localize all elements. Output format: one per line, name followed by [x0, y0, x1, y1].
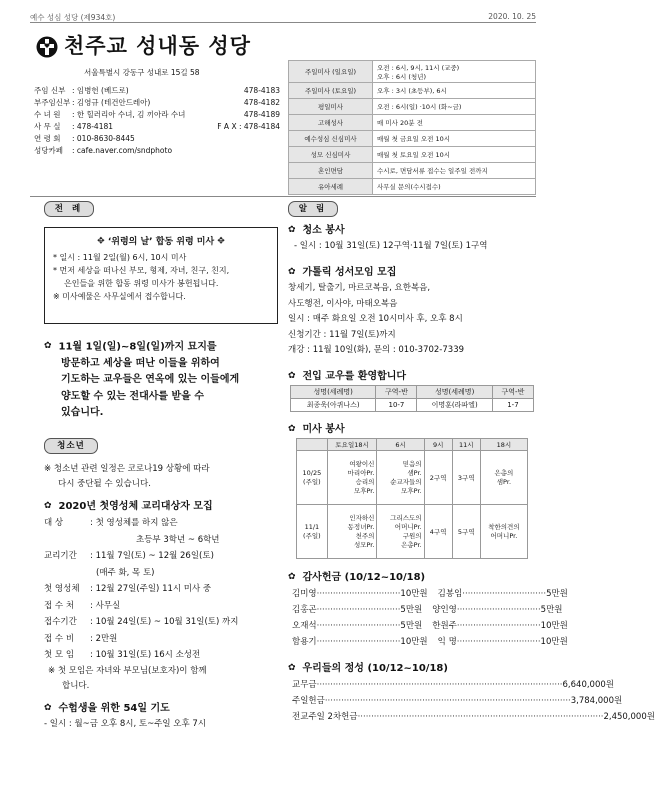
- donation-amount: 10만원: [540, 620, 568, 631]
- catechism-note: 합니다.: [62, 680, 90, 691]
- youth-note: 다시 중단될 수 있습니다.: [58, 479, 151, 489]
- mass-time: 오후 : 3시 (초등부), 6시: [373, 83, 536, 99]
- offering-entry: [292, 634, 428, 650]
- mass-time: 오전 : 6시, 9시, 11시 (교중) 오후 : 6시 (청년): [373, 61, 536, 83]
- flower-bullet-icon: ✿: [288, 423, 296, 434]
- divider: [30, 22, 536, 23]
- donor-name: 김미영: [292, 588, 317, 599]
- staff-label: 주임 신부: [34, 86, 66, 95]
- mass-time: 매월 첫 금요일 오전 10시: [373, 131, 536, 147]
- offering-entry: [292, 586, 428, 602]
- notice-line: * 일시 : 11월 2일(월) 6시, 10시 미사: [53, 253, 187, 262]
- section-tab-news: 알 림: [288, 201, 338, 217]
- notice-line: ※ 미사예물은 사무실에서 접수합니다.: [53, 292, 186, 301]
- catechism-details: [44, 515, 278, 664]
- notice-line: 은인들을 위한 합동 위령 미사가 봉헌됩니다.: [64, 279, 219, 288]
- table-cell: 11/1 (주일): [297, 504, 328, 558]
- table-cell: 믿음의 샘Pr. 순교자들의 모후Pr.: [377, 450, 424, 504]
- notice-title: ✥ ‘위령의 날’ 합동 위령 미사 ✥: [97, 236, 225, 247]
- donation-amount: 10만원: [400, 588, 428, 599]
- table-header: 6시: [377, 438, 424, 450]
- mass-time: 매월 첫 토요일 오전 10시: [373, 147, 536, 163]
- catechism-row: [44, 532, 278, 549]
- devotion-entry: [292, 709, 655, 725]
- staff-list: [34, 85, 280, 157]
- staff-row: [34, 85, 280, 97]
- table-cell: 2구역: [424, 450, 452, 504]
- mass-service-table: [296, 438, 528, 559]
- section-tab-youth: 청소년: [44, 438, 98, 454]
- dot-leader: ·······························: [456, 636, 541, 647]
- devotion-name: 교무금: [292, 679, 317, 690]
- staff-value: : cafe.naver.com/sndphoto: [72, 146, 173, 155]
- mass-type: 유아세례: [289, 179, 373, 195]
- notice-line: * 먼저 세상을 떠나신 부모, 형제, 자녀, 친구, 친지,: [53, 266, 230, 275]
- flower-bullet-icon: ✿: [44, 702, 52, 713]
- mass-schedule-table: [288, 60, 536, 195]
- offering-title: ✿ 감사헌금 (10/12~10/18): [288, 571, 426, 583]
- devotion-entry: [292, 693, 623, 709]
- catechism-row: [44, 548, 278, 565]
- flower-bullet-icon: ✿: [288, 267, 296, 277]
- staff-row: [34, 121, 280, 133]
- table-cell: 10-7: [376, 398, 417, 411]
- dot-leader: ·······························: [316, 604, 401, 615]
- dot-leader: ·······························: [462, 588, 547, 599]
- divider: [30, 196, 536, 197]
- staff-label: 수 녀 원: [34, 110, 61, 119]
- bulletin-date: 2020. 10. 25: [488, 12, 536, 21]
- mass-type: 평일미사: [289, 99, 373, 115]
- dot-leader: ·······························: [456, 620, 541, 631]
- bible-group-title: ✿ 가톨릭 성서모임 모집: [288, 267, 397, 278]
- bible-group-line: 개강 : 11월 10일(화), 문의 : 010-3702-7339: [288, 345, 465, 355]
- catechism-row: [44, 581, 278, 598]
- catechism-row: [44, 565, 278, 582]
- donor-name: 한원주: [432, 620, 457, 631]
- flower-bullet-icon: ✿: [288, 662, 296, 673]
- dot-leader: ·······························: [316, 620, 401, 631]
- mass-type: 주일미사 (토요일): [289, 83, 373, 99]
- donor-name: 양인영: [432, 604, 457, 615]
- table-row: [289, 61, 536, 83]
- catechism-label: 첫 영성체: [44, 584, 80, 594]
- catechism-row: [44, 631, 278, 648]
- youth-note: ※ 청소년 관련 일정은 코로나19 상황에 따라: [44, 464, 210, 474]
- table-cell: 은총의 샘Pr.: [480, 450, 527, 504]
- cleaning-title: ✿ 청소 봉사: [288, 225, 345, 236]
- bible-group-line: 사도행전, 이사야, 마태오복음: [288, 298, 398, 309]
- staff-phone: 478-4189: [243, 110, 280, 119]
- offering-list: [288, 586, 568, 650]
- dot-leader: ·······························: [456, 604, 541, 615]
- table-cell: 여왕이신 마리아Pr. 승리의 모후Pr.: [327, 450, 377, 504]
- section-tab-liturgy: 전 례: [44, 201, 94, 217]
- catechism-row: [44, 598, 278, 615]
- staff-label: 부주임신부: [34, 98, 71, 107]
- table-row: [289, 131, 536, 147]
- catechism-value: : 첫 영성체를 하지 않은: [90, 518, 178, 528]
- devotion-amount: 6,640,000원: [562, 679, 614, 690]
- bible-group-line: 창세기, 탈출기, 마르코복음, 요한복음,: [288, 283, 431, 293]
- donor-name: 김홍곤: [292, 604, 317, 615]
- catechism-note: ※ 첫 모임은 자녀와 부모님(보호자)이 함께: [48, 665, 207, 676]
- staff-value: : 임병헌 (베드로): [72, 86, 129, 95]
- staff-row: [34, 109, 280, 121]
- indulgence-notice: ✿ 11월 1일(일)~8일(일)까지 묘지를 방문하고 세상을 떠난 이들을 위하여 기도하는 교우들은 연옥에 있는 이들에게 양도할 수 있는 전대사를 받을 수 있습니다.: [44, 341, 240, 419]
- table-cell: 10/25 (주일): [297, 450, 328, 504]
- dot-leader: ···························································································: [316, 679, 563, 690]
- bulletin-number: 예수 성심 성당 (제934호): [30, 13, 116, 22]
- donation-amount: 5만원: [546, 588, 568, 599]
- table-header: 성명(세례명): [417, 385, 492, 398]
- mass-type: 고해성사: [289, 115, 373, 131]
- table-cell: 3구역: [452, 450, 480, 504]
- mass-type: 성모 신심미사: [289, 147, 373, 163]
- table-header-row: [297, 438, 528, 450]
- catechism-label: 첫 모 임: [44, 650, 75, 660]
- offering-entry: [292, 618, 422, 634]
- staff-label: 사 무 실: [34, 122, 61, 131]
- table-cell: 1-7: [492, 398, 533, 411]
- table-cell: 최종욱(아퀴나스): [291, 398, 376, 411]
- offering-entry: [432, 602, 562, 618]
- staff-value: : 김영규 (테건안드레아): [72, 98, 151, 107]
- mass-time: 오전 : 6시(일) ·10시 (화~금): [373, 99, 536, 115]
- catechism-label: 접수기간: [44, 617, 77, 627]
- mass-type: 예수성심 신심미사: [289, 131, 373, 147]
- flower-bullet-icon: ✿: [288, 225, 296, 235]
- mass-time: 매 미사 20분 전: [373, 115, 536, 131]
- offering-entry: [438, 586, 568, 602]
- catechism-value: : 11월 7일(토) ~ 12월 26일(토): [90, 551, 214, 561]
- catechism-label: 대 상: [44, 518, 64, 528]
- catechism-row: [44, 614, 278, 631]
- catechism-row: [44, 647, 278, 664]
- table-row: [289, 163, 536, 179]
- devotion-name: 전교주일 2차헌금: [292, 711, 358, 722]
- dot-leader: ···························································································: [324, 695, 571, 706]
- catechism-label: 접 수 처: [44, 600, 75, 611]
- staff-value: : 010-8630-8445: [72, 134, 135, 143]
- catechism-row: [44, 515, 278, 532]
- staff-value: : 한 힐러리아 수녀, 김 끼아라 수녀: [72, 110, 186, 119]
- donor-name: 익 명: [437, 636, 457, 647]
- table-header: 구역-반: [492, 385, 533, 398]
- devotion-title: ✿ 우리들의 정성 (10/12~10/18): [288, 662, 448, 674]
- donor-name: 김봉임: [437, 588, 463, 599]
- donor-name: 오재석: [292, 620, 317, 631]
- flower-bullet-icon: ✿: [44, 341, 52, 351]
- table-row: [289, 83, 536, 99]
- donation-amount: 5만원: [400, 620, 423, 631]
- mass-time: 사무실 문의(수시접수): [373, 179, 536, 195]
- bible-group-line: 신청기간 : 11월 7일(토)까지: [288, 329, 396, 340]
- donation-amount: 10만원: [400, 636, 428, 647]
- exam-prayer-title: ✿ 수험생을 위한 54일 기도: [44, 702, 170, 714]
- flower-bullet-icon: ✿: [288, 571, 296, 582]
- cleaning-schedule: - 일시 : 10월 31일(토) 12구역·11월 7일(토) 1구역: [294, 241, 488, 251]
- table-header: 18시: [480, 438, 527, 450]
- table-row: [289, 147, 536, 163]
- table-cell: 인자하신 동정녀Pr. 천주의 성모Pr.: [327, 504, 377, 558]
- parish-name: 천주교 성내동 성당: [64, 33, 251, 58]
- parish-logo-icon: [36, 36, 58, 58]
- offering-entry: [438, 634, 568, 650]
- dot-leader: ·······························: [316, 588, 401, 599]
- parish-address: 서울특별시 강동구 성내로 15길 58: [84, 68, 200, 77]
- table-cell: 4구역: [424, 504, 452, 558]
- table-header: 토요일18시: [327, 438, 377, 450]
- catechism-value: : 사무실: [90, 600, 121, 611]
- dot-leader: ·······························: [316, 636, 401, 647]
- mass-service-title: ✿ 미사 봉사: [288, 423, 345, 435]
- staff-label: 성당카페: [34, 146, 63, 155]
- flower-bullet-icon: ✿: [288, 370, 296, 381]
- mass-type: 주일미사 (일요일): [289, 61, 373, 83]
- news-section: [288, 222, 655, 725]
- table-cell: 착한의견의 어머니Pr.: [480, 504, 527, 558]
- devotion-entry: [292, 677, 614, 693]
- table-row: [289, 179, 536, 195]
- table-header: 11시: [452, 438, 480, 450]
- table-cell: 5구역: [452, 504, 480, 558]
- catechism-value: : 2만원: [90, 633, 118, 644]
- catechism-value: : 12월 27일(주일) 11시 미사 중: [90, 584, 212, 594]
- catechism-label: 교리기간: [44, 551, 77, 561]
- table-header: 성명(세례명): [291, 385, 376, 398]
- offering-entry: [432, 618, 568, 634]
- staff-row: [34, 133, 280, 145]
- catechism-label: 접 수 비: [44, 633, 75, 644]
- flower-bullet-icon: ✿: [44, 501, 52, 511]
- table-row: [297, 450, 528, 504]
- staff-row: [34, 145, 280, 157]
- donor-name: 함용기: [292, 636, 317, 647]
- devotion-list: [288, 677, 655, 725]
- exam-prayer-time: - 일시 : 월~금 오후 8시, 토~주일 오후 7시: [44, 718, 207, 729]
- staff-label: 연 령 회: [34, 134, 61, 143]
- donation-amount: 10만원: [540, 636, 568, 647]
- dot-leader: ···························································································: [357, 711, 604, 722]
- catechism-value: : 10월 31일(토) 16시 소성전: [90, 650, 201, 660]
- devotion-amount: 3,784,000원: [570, 695, 623, 706]
- staff-phone: 478-4182: [243, 98, 280, 107]
- table-cell: 그리스도의 어머니Pr. 구원의 은총Pr.: [377, 504, 424, 558]
- youth-section: [44, 462, 278, 732]
- staff-phone: F A X : 478-4184: [217, 122, 280, 131]
- table-row: [291, 398, 534, 411]
- donation-amount: 5만원: [400, 604, 423, 615]
- table-row: [297, 504, 528, 558]
- devotion-amount: 2,450,000원: [603, 711, 655, 722]
- catechism-value: : 10월 24일(토) ~ 10월 31일(토) 까지: [90, 617, 239, 627]
- welcome-table: [290, 385, 534, 412]
- table-header: 구역-반: [376, 385, 417, 398]
- donation-amount: 5만원: [540, 604, 563, 615]
- mass-time: 수시로, 면담서류 접수는 일주일 전까지: [373, 163, 536, 179]
- table-header: [297, 438, 328, 450]
- catechism-title: ✿ 2020년 첫영성체 교리대상자 모집: [44, 501, 213, 512]
- table-header: 9시: [424, 438, 452, 450]
- bulletin-header: [30, 8, 536, 22]
- offering-entry: [292, 602, 422, 618]
- staff-phone: 478-4183: [243, 86, 280, 95]
- mass-type: 혼인면담: [289, 163, 373, 179]
- staff-value: : 478-4181: [72, 122, 114, 131]
- memorial-mass-notice: [44, 227, 278, 324]
- table-row: [289, 115, 536, 131]
- staff-row: [34, 97, 280, 109]
- catechism-value: 초등부 3학년 ~ 6학년: [136, 534, 220, 545]
- table-row: [289, 99, 536, 115]
- devotion-name: 주일헌금: [292, 695, 325, 706]
- bible-group-line: 일시 : 매주 화요일 오전 10시미사 후, 오후 8시: [288, 314, 463, 324]
- table-cell: 이명훈(라파엘): [417, 398, 492, 411]
- welcome-title: ✿ 전입 교우를 환영합니다: [288, 370, 407, 382]
- catechism-value: (매주 화, 목 토): [96, 567, 155, 578]
